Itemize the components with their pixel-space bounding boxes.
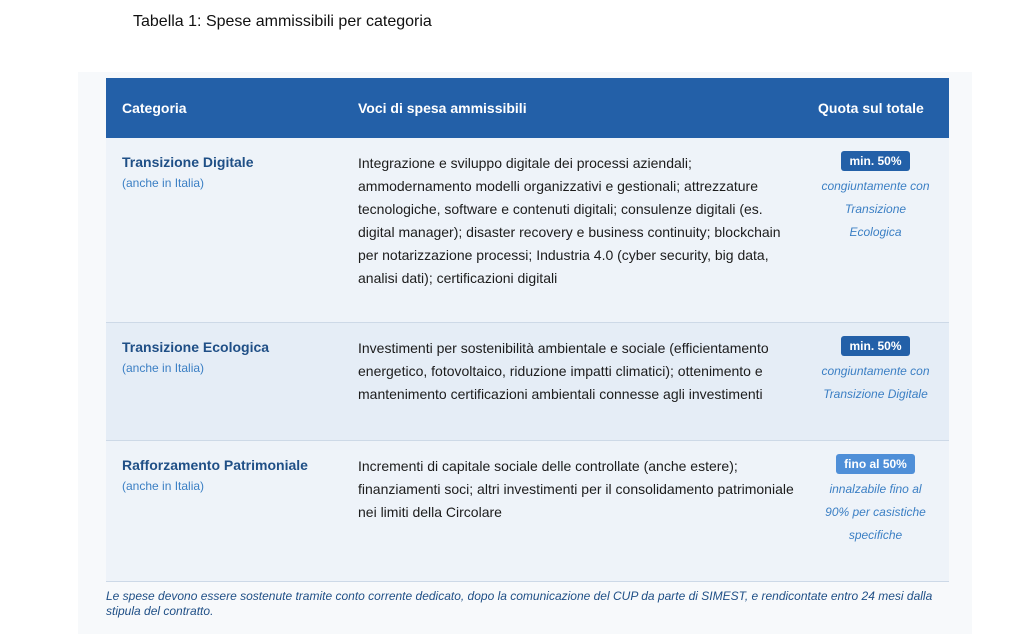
quota-note: innalzabile fino al 90% per casistiche specifiche	[825, 482, 926, 542]
category-subtitle: (anche in Italia)	[122, 361, 205, 375]
category-name: Rafforzamento Patrimoniale	[122, 457, 308, 473]
description-cell: Investimenti per sostenibilità ambientale e sociale (efficientamento energetico, fotovoltaico, riduzione impatti climatici); ottenimento e mantenimento certificazioni ambientali connesse agli investimenti	[358, 340, 769, 402]
category-subtitle: (anche in Italia)	[122, 176, 205, 190]
table-footnote: Le spese devono essere sostenute tramite conto corrente dedicato, dopo la comunicazione del CUP da parte di SIMEST, e rendicontate entro 24 mesi dalla stipula del contratto.	[106, 589, 933, 618]
table-row	[106, 138, 949, 323]
table-row	[106, 441, 949, 582]
category-cell	[106, 323, 342, 440]
quota-note: congiuntamente con Transizione Digitale	[821, 364, 930, 401]
header-categoria: Categoria	[122, 100, 187, 116]
description-cell: Incrementi di capitale sociale delle controllate (anche estere); finanziamenti soci; altri investimenti per il consolidamento patrimoniale nei limiti della Circolare	[358, 458, 794, 520]
description-cell: Integrazione e sviluppo digitale dei processi aziendali; ammodernamento modelli organizzativi e gestionali; attrezzature tecnologiche, software e contenuti digitali; consulenze digitali (es. digital manager); disaster recovery e business continuity; blockchain per notarizzazione processi; Industria 4.0 (cyber security, big data, analisi dati); certificazioni digitali	[358, 155, 781, 286]
quota-badge: min. 50%	[841, 151, 909, 171]
category-cell	[106, 441, 342, 581]
category-cell	[106, 138, 342, 322]
expenses-table	[106, 78, 949, 582]
header-quota: Quota sul totale	[818, 99, 924, 116]
table-row	[106, 323, 949, 441]
quota-cell	[802, 138, 949, 322]
category-name: Transizione Digitale	[122, 154, 254, 170]
quota-cell	[802, 441, 949, 581]
header-voci: Voci di spesa ammissibili	[358, 100, 527, 116]
category-name: Transizione Ecologica	[122, 339, 270, 355]
quota-badge: min. 50%	[841, 336, 909, 356]
quota-badge: fino al 50%	[836, 454, 915, 474]
table-caption: Tabella 1: Spese ammissibili per categoria	[133, 13, 432, 30]
quota-cell	[802, 323, 949, 440]
quota-note: congiuntamente con Transizione Ecologica	[821, 179, 930, 239]
category-subtitle: (anche in Italia)	[122, 479, 205, 493]
table-header-row	[106, 78, 949, 138]
